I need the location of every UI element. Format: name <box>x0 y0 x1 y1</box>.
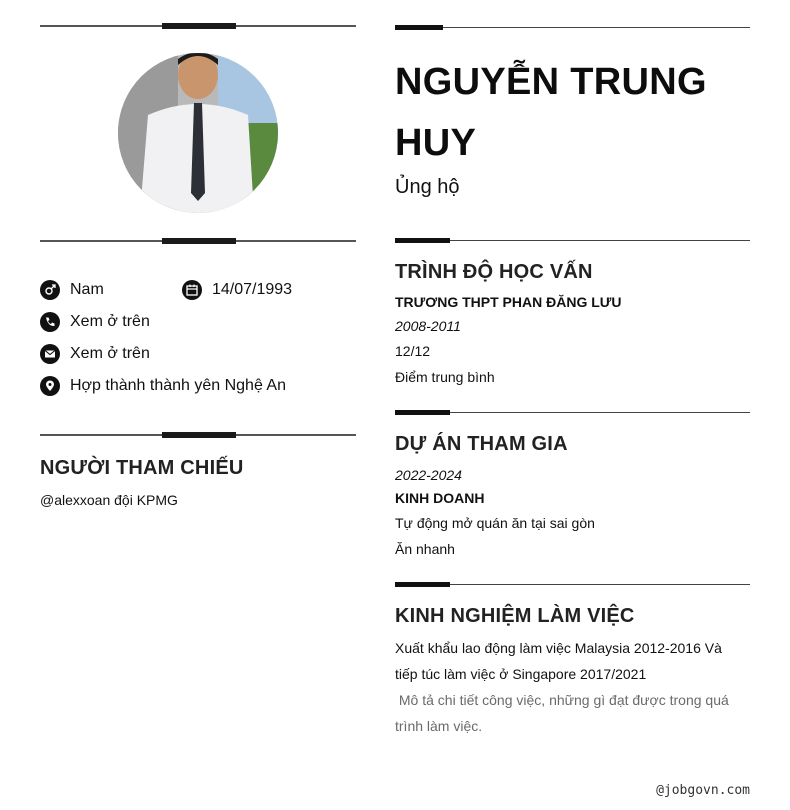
experience-divider <box>395 584 750 585</box>
phone-row <box>40 312 150 332</box>
projects-detail: Ăn nhanh <box>395 541 455 557</box>
address-value: Hợp thành thành yên Nghệ An <box>70 377 286 394</box>
experience-title: KINH NGHIỆM LÀM VIỆC <box>395 605 635 627</box>
address-row <box>40 376 286 396</box>
email-value: Xem ở trên <box>70 345 150 362</box>
reference-divider <box>40 434 356 436</box>
projects-name: KINH DOANH <box>395 490 485 506</box>
avatar <box>118 53 278 213</box>
phone-icon <box>40 312 60 332</box>
top-right-divider <box>395 27 750 28</box>
projects-divider <box>395 412 750 413</box>
projects-title: DỰ ÁN THAM GIA <box>395 433 568 455</box>
footer-credit[interactable]: @jobgovn.com <box>656 783 750 798</box>
education-note: Điểm trung bình <box>395 369 495 385</box>
phone-value: Xem ở trên <box>70 313 150 330</box>
top-left-divider <box>40 25 356 27</box>
experience-detail-2: trình làm việc. <box>395 718 483 734</box>
gender-icon <box>40 280 60 300</box>
experience-line-2: tiếp túc làm việc ở Singapore 2017/2021 <box>395 666 647 682</box>
education-school: TRƯƠNG THPT PHAN ĐĂNG LƯU <box>395 294 622 310</box>
candidate-position: Ủng hộ <box>395 176 460 198</box>
location-icon <box>40 376 60 396</box>
reference-text: @alexxoan đội KPMG <box>40 492 178 508</box>
gender-row <box>40 280 104 300</box>
education-title: TRÌNH ĐỘ HỌC VẤN <box>395 261 593 283</box>
candidate-name: NGUYỄN TRUNG HUY <box>395 61 707 164</box>
email-icon <box>40 344 60 364</box>
birthday-row <box>182 280 292 300</box>
projects-period: 2022-2024 <box>395 467 462 483</box>
education-period: 2008-2011 <box>395 318 461 334</box>
birthday-value: 14/07/1993 <box>212 281 293 298</box>
calendar-icon <box>182 280 202 300</box>
projects-description: Tự động mở quán ăn tại sai gòn <box>395 515 595 531</box>
reference-title: NGƯỜI THAM CHIẾU <box>40 457 244 479</box>
avatar-bottom-divider <box>40 240 356 242</box>
experience-detail-1: Mô tả chi tiết công việc, những gì đạt được trong quá <box>395 692 729 708</box>
education-divider <box>395 240 750 241</box>
education-grade: 12/12 <box>395 343 431 359</box>
email-row <box>40 344 150 364</box>
experience-line-1: Xuất khẩu lao động làm việc Malaysia 2012-2016 Và <box>395 640 722 656</box>
gender-value: Nam <box>70 281 104 298</box>
